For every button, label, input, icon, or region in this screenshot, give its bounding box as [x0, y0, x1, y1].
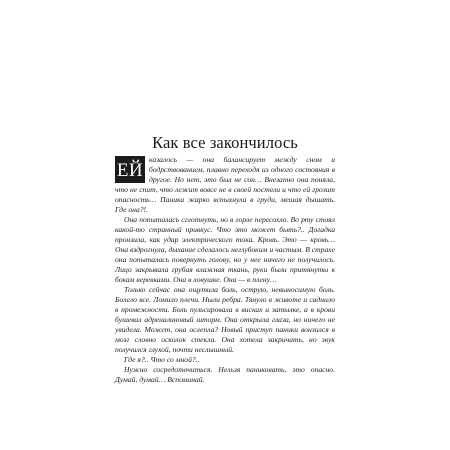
- drop-cap: [115, 156, 145, 183]
- paragraph: Нужно сосредоточиться. Нельзя паниковать, это опасно. Думай, думай… Вспоминай.: [115, 365, 335, 384]
- drop-cap-letters: ЕЙ: [116, 159, 144, 181]
- paragraph: Только сейчас она ощутила боль, острую, невыносимую боль. Болело все. Ломило плечи. Ныли ребра. Тянуло в животе и саднило в промежности. Боль пульсировала в висках и затылке, а в крови бушевал адреналиновый шторм. Она открыла глаза, но ничего не увидела. Может, она ослепла? Новый приступ паники вонзился в мозг словно осколок стекла. Она хотела закричать, но звук получился глухой, почти неслышный.: [115, 285, 335, 354]
- paragraph-text: казалось — она балансирует между сном и бодрствованием, плавно переходя из одного состояния в другое. Но нет, это был не сон… Внезапно она поняла, что не спит, что лежит вовсе не в своей постели и что ей грозит опасность… Паника жарко вспыхнула в груди, мешая дышать. Где она?!.: [115, 155, 335, 214]
- paragraph: Она попыталась сглотнуть, но в горле пересохло. Во рту стоял какой-то странный привкус. Что это может быть?.. Догадка пронзила, как удар электрического тока. Кровь. Это — кровь… Она вздрогнула, дыхание сделалось неглубоким и частым. В страхе она попыталась повернуть голову, но у нее ничего не получилось. Лицо закрывала грубая влажная ткань, руки были притянуты к бокам веревками. Она в ловушке. Она — в плену…: [115, 215, 335, 284]
- paragraph: [115, 155, 335, 215]
- paragraph: Где я?.. Что со мной?..: [124, 355, 200, 364]
- chapter-title: Как все закончилось: [152, 133, 298, 153]
- chapter-body: [115, 155, 335, 385]
